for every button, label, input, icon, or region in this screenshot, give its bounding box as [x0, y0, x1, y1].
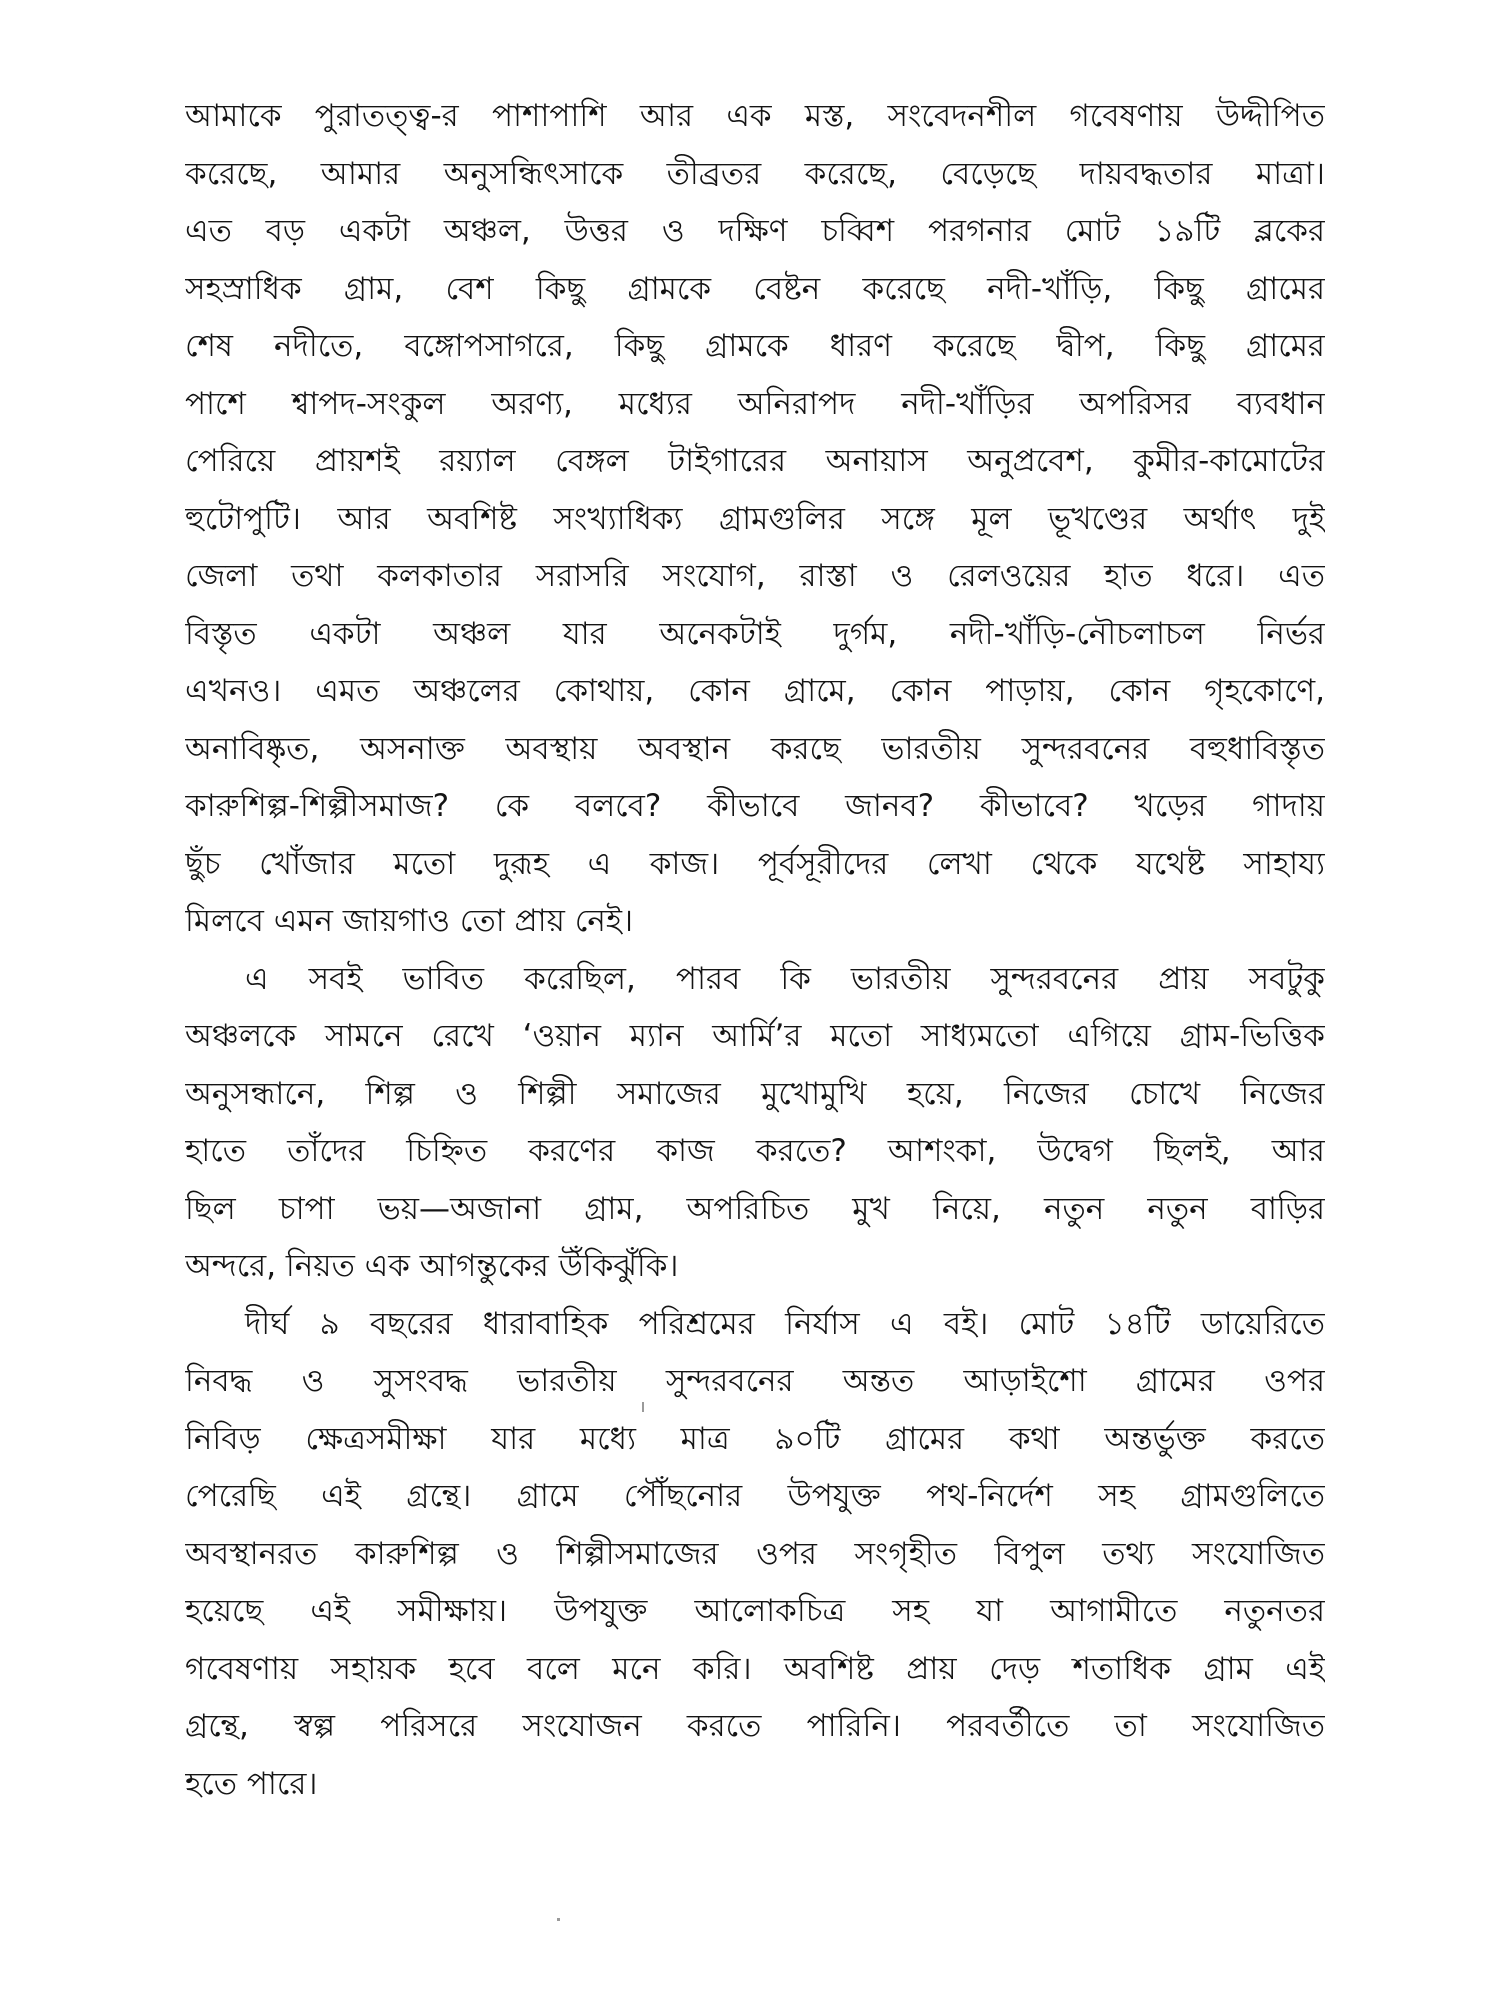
text-line: নিবদ্ধ ও সুসংবদ্ধ ভারতীয় সুন্দরবনের অন্তত আড়াইশো গ্রামের ওপর [185, 1363, 1325, 1399]
text-line: দীর্ঘ ৯ বছরের ধারাবাহিক পরিশ্রমের নির্যাস এ বই। মোট ১৪টি ডায়েরিতে [245, 1305, 1325, 1342]
text-line: ছিল চাপা ভয়—অজানা গ্রাম, অপরিচিত মুখ নিয়ে, নতুন নতুন বাড়ির [185, 1190, 1325, 1227]
text-line: অবস্থানরত কারুশিল্প ও শিল্পীসমাজের ওপর সংগৃহীত বিপুল তথ্য সংযোজিত [185, 1535, 1325, 1572]
text-line: অন্দরে, নিয়ত এক আগন্তুকের উঁকিঝুঁকি। [185, 1248, 679, 1284]
text-line: পেরেছি এই গ্রন্থে। গ্রামে পৌঁছনোর উপযুক্ত পথ-নির্দেশ সহ গ্রামগুলিতে [185, 1478, 1325, 1514]
text-line: আমাকে পুরাতত্ত্ব-র পাশাপাশি আর এক মস্ত, সংবেদনশীল গবেষণায় উদ্দীপিত [185, 98, 1325, 134]
body-text [185, 88, 1325, 1813]
text-line: বিস্তৃত একটা অঞ্চল যার অনেকটাই দুর্গম, নদী-খাঁড়ি-নৌচলাচল নির্ভর [185, 615, 1325, 652]
text-line: করেছে, আমার অনুসন্ধিৎসাকে তীব্রতর করেছে, বেড়েছে দায়বদ্ধতার মাত্রা। [185, 155, 1325, 192]
text-line: হাতে তাঁদের চিহ্নিত করণের কাজ করতে? আশংকা, উদ্বেগ ছিলই, আর [185, 1133, 1325, 1169]
text-line: হতে পারে। [185, 1765, 318, 1802]
text-line: নিবিড় ক্ষেত্রসমীক্ষা যার মধ্যে মাত্র ৯০টি গ্রামের কথা অন্তর্ভুক্ত করতে [185, 1420, 1325, 1457]
text-line: ছুঁচ খোঁজার মতো দুরূহ এ কাজ। পূর্বসূরীদের লেখা থেকে যথেষ্ট সাহায্য [185, 845, 1325, 882]
text-line: অনাবিষ্কৃত, অসনাক্ত অবস্থায় অবস্থান করছে ভারতীয় সুন্দরবনের বহুধাবিস্তৃত [185, 730, 1325, 767]
text-line: অনুসন্ধানে, শিল্প ও শিল্পী সমাজের মুখোমুখি হয়ে, নিজের চোখে নিজের [185, 1075, 1325, 1112]
text-line: সহস্রাধিক গ্রাম, বেশ কিছু গ্রামকে বেষ্টন করেছে নদী-খাঁড়ি, কিছু গ্রামের [185, 270, 1325, 307]
text-line: এ সবই ভাবিত করেছিল, পারব কি ভারতীয় সুন্দরবনের প্রায় সবটুকু [245, 960, 1325, 997]
text-line: মিলবে এমন জায়গাও তো প্রায় নেই। [185, 903, 634, 939]
paragraph-3 [185, 1296, 1325, 1814]
paragraph-2 [185, 951, 1325, 1296]
scan-speck [557, 1918, 560, 1921]
text-line: পাশে শ্বাপদ-সংকুল অরণ্য, মধ্যের অনিরাপদ নদী-খাঁড়ির অপরিসর ব্যবধান [185, 385, 1325, 422]
text-line: গবেষণায় সহায়ক হবে বলে মনে করি। অবশিষ্ট প্রায় দেড় শতাধিক গ্রাম এই [185, 1650, 1325, 1687]
text-line: হুটোপুটি। আর অবশিষ্ট সংখ্যাধিক্য গ্রামগুলির সঙ্গে মূল ভূখণ্ডের অর্থাৎ দুই [185, 500, 1325, 537]
text-line: অঞ্চলকে সামনে রেখে ‘ওয়ান ম্যান আর্মি’র মতো সাধ্যমতো এগিয়ে গ্রাম-ভিত্তিক [185, 1018, 1325, 1054]
paragraph-1 [185, 88, 1325, 951]
text-line: এখনও। এমত অঞ্চলের কোথায়, কোন গ্রামে, কোন পাড়ায়, কোন গৃহকোণে, [185, 673, 1325, 709]
text-line: শেষ নদীতে, বঙ্গোপসাগরে, কিছু গ্রামকে ধারণ করেছে দ্বীপ, কিছু গ্রামের [185, 328, 1325, 364]
text-line: এত বড় একটা অঞ্চল, উত্তর ও দক্ষিণ চব্বিশ পরগনার মোট ১৯টি ব্লকের [185, 213, 1325, 249]
text-line: কারুশিল্প-শিল্পীসমাজ? কে বলবে? কীভাবে জানব? কীভাবে? খড়ের গাদায় [185, 788, 1325, 824]
text-line: পেরিয়ে প্রায়শই রয়্যাল বেঙ্গল টাইগারের অনায়াস অনুপ্রবেশ, কুমীর-কামোটের [185, 443, 1325, 479]
scan-speck [642, 1402, 644, 1412]
text-line: জেলা তথা কলকাতার সরাসরি সংযোগ, রাস্তা ও রেলওয়ের হাত ধরে। এত [185, 558, 1325, 594]
text-line: হয়েছে এই সমীক্ষায়। উপযুক্ত আলোকচিত্র সহ যা আগামীতে নতুনতর [185, 1593, 1325, 1629]
text-line: গ্রন্থে, স্বল্প পরিসরে সংযোজন করতে পারিনি। পরবর্তীতে তা সংযোজিত [185, 1708, 1325, 1744]
